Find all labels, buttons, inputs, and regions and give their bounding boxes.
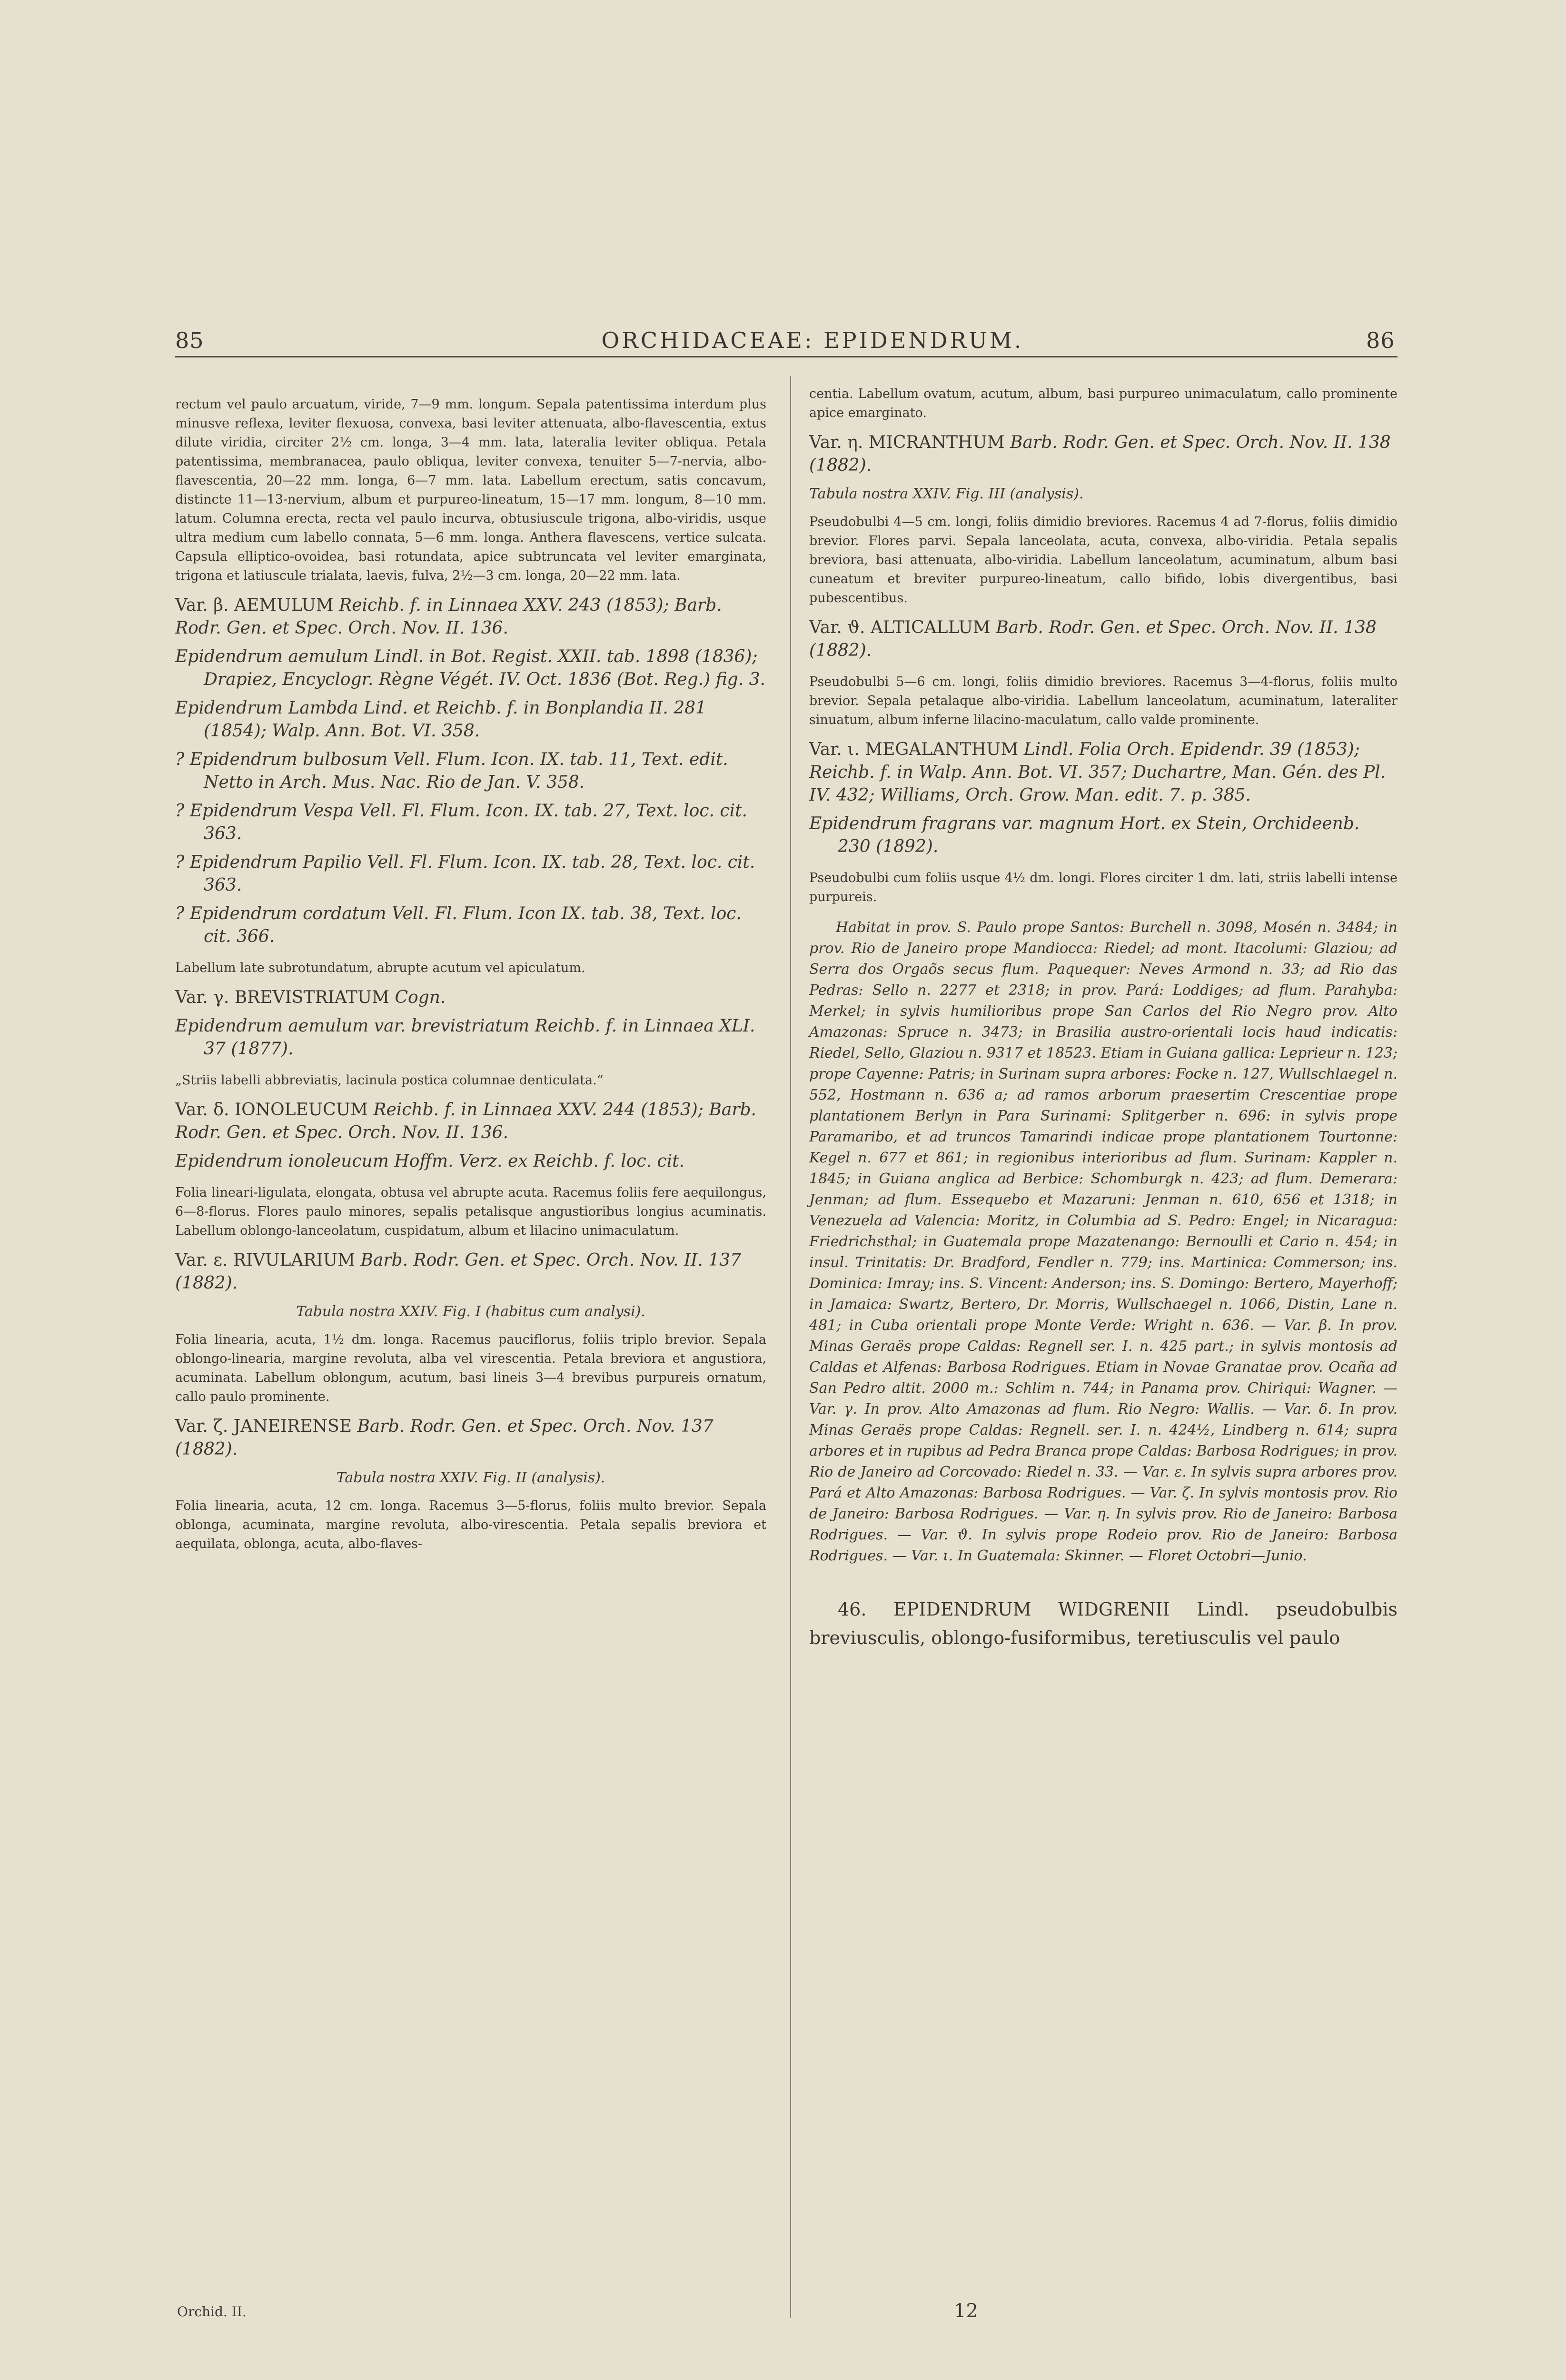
variety-citation: Barb. Rodr. Gen. et Spec. Orch. Nov. II. 138 (1882). <box>809 618 1377 660</box>
variety-citation: Barb. Rodr. Gen. et Spec. Orch. Nov. II. 138 (1882). <box>809 433 1391 475</box>
right-column <box>809 385 1398 1652</box>
description-paragraph: Pseudobulbi 5—6 cm. longi, foliis dimidio breviores. Racemus 3—4-florus, foliis multo brevior. Sepala petalaque albo-viridia. Labellum lanceolatum, acuminatum, lateraliter sinuatum, album inferne lilacino-maculatum, callo valde prominente. <box>809 674 1398 727</box>
variety-name: RIVULARIUM <box>233 1250 355 1270</box>
running-title: ORCHIDACEAE: EPIDENDRUM. <box>601 327 1024 353</box>
variety-name: BREVISTRIATUM <box>234 988 390 1007</box>
variety-citation: Lindl. Folia Orch. Epidendr. 39 (1853); Reichb. f. in Walp. Ann. Bot. VI. 357; Duchartre, Man. Gén. des Pl. IV. 432; Williams, Orch. Grow. Man. edit. 7. p. 385. <box>809 740 1386 805</box>
variety-citation: Reichb. f. in Linnaea XXV. 244 (1853); Barb. Rodr. Gen. et Spec. Orch. Nov. II. 136. <box>175 1100 756 1142</box>
sheet-signature: 12 <box>954 2300 978 2322</box>
variety-label: Var. ζ. <box>175 1417 228 1436</box>
synonym-reference: Epidendrum Lambda Lind. et Reichb. f. in Bonplandia II. 281 (1854); Walp. Ann. Bot. VI. 358. <box>175 698 706 741</box>
synonym-reference: ? Epidendrum Papilio Vell. Fl. Flum. Icon. IX. tab. 28, Text. loc. cit. 363. <box>175 853 755 895</box>
variety-heading <box>175 1249 766 1295</box>
variety-name: MEGALANTHUM <box>865 740 1019 759</box>
footer-signature-label: Orchid. II. <box>177 2304 247 2320</box>
variety-heading <box>809 431 1398 477</box>
variety-heading <box>809 738 1398 807</box>
variety-label: Var. ι. <box>809 740 860 759</box>
variety-heading <box>175 1415 766 1461</box>
left-column <box>175 385 766 1554</box>
variety-name: ALTICALLUM <box>870 618 991 637</box>
description-paragraph: rectum vel paulo arcuatum, viride, 7—9 mm. longum. Sepala patentissima interdum plus minusve reflexa, leviter flexuosa, convexa, basi leviter attenuata, albo-flavescentia, extus dilute viridia, circiter 2½ cm. longa, 3—4 mm. lata, lateralia leviter obliqua. Petala patentissima, membranacea, paulo obliqua, leviter convexa, tenuiter 5—7-nervia, albo-flavescentia, 20—22 mm. longa, 6—7 mm. lata. Labellum erectum, satis concavum, distincte 11—13-nervium, album et purpureo-lineatum, 15—17 mm. longum, 8—10 mm. latum. Columna erecta, recta vel paulo incurva, obtusiuscule trigona, albo-viridis, usque ultra medium cum labello connata, 5—6 mm. longa. Anthera flavescens, vertice sulcata. Capsula elliptico-ovoidea, basi rotundata, apice subtruncata vel leviter emarginata, trigona et latiuscule trialata, laevis, fulva, 2½—3 cm. longa, 20—22 mm. lata. <box>175 397 766 583</box>
description-paragraph: centia. Labellum ovatum, acutum, album, basi purpureo unimaculatum, callo prominente apice emarginato. <box>809 387 1398 420</box>
description-paragraph: Folia lineari-ligulata, elongata, obtusa vel abrupte acuta. Racemus foliis fere aequilongus, 6—8-florus. Flores paulo minores, sepalis petalisque angustioribus longius acuminatis. Labellum oblongo-lanceolatum, cuspidatum, album et lilacino unimaculatum. <box>175 1185 766 1238</box>
synonym-reference: ? Epidendrum Vespa Vell. Fl. Flum. Icon. IX. tab. 27, Text. loc. cit. 363. <box>175 801 747 843</box>
variety-heading <box>175 986 766 1009</box>
plate-reference: Tabula nostra XXIV. Fig. II (analysis). <box>336 1469 605 1486</box>
variety-heading <box>809 616 1398 662</box>
variety-label: Var. ϑ. <box>809 618 865 637</box>
synonym-reference: Epidendrum fragrans var. magnum Hort. ex Stein, Orchideenb. 230 (1892). <box>809 814 1360 856</box>
page-number-right: 86 <box>1366 327 1395 353</box>
description-paragraph: Pseudobulbi 4—5 cm. longi, foliis dimidio breviores. Racemus 4 ad 7-florus, foliis dimidio brevior. Flores parvi. Sepala lanceolata, acuta, convexa, albo-viridia. Petala sepalis breviora, basi attenuata, albo-viridia. Labellum lanceolatum, acuminatum, album basi cuneatum et breviter purpureo-lineatum, callo bifido, lobis divergentibus, basi pubescentibus. <box>809 515 1398 605</box>
variety-label: Var. η. <box>809 433 863 452</box>
synonym-reference: ? Epidendrum bulbosum Vell. Flum. Icon. IX. tab. 11, Text. edit. Netto in Arch. Mus. Nac. Rio de Jan. V. 358. <box>175 750 728 792</box>
synonym-reference: Epidendrum aemulum var. brevistriatum Reichb. f. in Linnaea XLI. 37 (1877). <box>175 1016 755 1059</box>
description-paragraph: Folia linearia, acuta, 12 cm. longa. Racemus 3—5-florus, foliis multo brevior. Sepala oblonga, acuminata, margine revoluta, albo-virescentia. Petala sepalis breviora et aequilata, oblonga, acuta, albo-flaves- <box>175 1498 766 1551</box>
variety-citation: Reichb. f. in Linnaea XXV. 243 (1853); Barb. Rodr. Gen. et Spec. Orch. Nov. II. 136. <box>175 595 722 638</box>
habitat-paragraph: Habitat in prov. S. Paulo prope Santos: Burchell n. 3098, Mosén n. 3484; in prov. Rio de Janeiro prope Mandiocca: Riedel; ad mont. Itacolumi: Glaziou; ad Serra dos Orgaõs secus flum. Paquequer: Neves Armond n. 33; ad Rio das Pedras: Sello n. 2277 et 2318; in prov. Pará: Loddiges; ad flum. Parahyba: Merkel; in sylvis humilioribus prope San Carlos del Rio Negro prov. Alto Amazonas: Spruce n. 3473; in Brasilia austro-orientali locis haud indicatis: Riedel, Sello, Glaziou n. 9317 et 18523. Etiam in Guiana gallica: Leprieur n. 123; prope Cayenne: Patris; in Surinam supra arbores: Focke n. 127, Wullschlaegel n. 552, Hostmann n. 636 a; ad ramos arborum praesertim Crescentiae prope plantationem Berlyn in Para Surinami: Splitgerber n. 696: in sylvis prope Paramaribo, et ad truncos Tamarindi indicae prope plantationem Tourtonne: Kegel n. 677 et 861; in regionibus interioribus ad flum. Surinam: Kappler n. 1845; in Guiana anglica ad Berbice: Schomburgk n. 423; ad flum. Demerara: Jenman; ad flum. Essequebo et Mazaruni: Jenman n. 610, 656 et 1318; in Venezuela ad Valencia: Moritz, in Columbia ad S. Pedro: Engel; in Nicaragua: Friedrichsthal; in Guatemala prope Mazatenango: Bernoulli et Cario n. 454; in insul. Trinitatis: Dr. Bradford, Fendler n. 779; ins. Martinica: Commerson; ins. Dominica: Imray; ins. S. Vincent: Anderson; ins. S. Domingo: Bertero, Mayerhoff; in Jamaica: Swartz, Bertero, Dr. Morris, Wullschaegel n. 1066, Distin, Lane n. 481; in Cuba orientali prope Monte Verde: Wright n. 636. — Var. β. In prov. Minas Geraës prope Caldas: Regnell ser. I. n. 425 part.; in sylvis montosis ad Caldas et Alfenas: Barbosa Rodrigues. Etiam in Novae Granatae prov. Ocaña ad San Pedro altit. 2000 m.: Schlim n. 744; in Panama prov. Chiriqui: Wagner. — Var. γ. In prov. Alto Amazonas ad flum. Rio Negro: Wallis. — Var. δ. In prov. Minas Geraës prope Caldas: Regnell. ser. I. n. 424½, Lindberg n. 614; supra arbores et in rupibus ad Pedra Branca prope Caldas: Barbosa Rodrigues; in prov. Rio de Janeiro ad Corcovado: Riedel n. 33. — Var. ε. In sylvis supra arbores prov. Pará et Alto Amazonas: Barbosa Rodrigues. — Var. ζ. In sylvis montosis prov. Rio de Janeiro: Barbosa Rodrigues. — Var. η. In sylvis prov. Rio de Janeiro: Barbosa Rodrigues. — Var. ϑ. In sylvis prope Rodeio prov. Rio de Janeiro: Barbosa Rodrigues. — Var. ι. In Guatemala: Skinner. — Floret Octobri—Junio. <box>809 919 1398 1564</box>
synonym-reference: Epidendrum aemulum Lindl. in Bot. Regist. XXII. tab. 1898 (1836); Drapiez, Encyclogr. Règne Végét. IV. Oct. 1836 (Bot. Reg.) fig. 3. <box>175 647 765 689</box>
plate-reference: Tabula nostra XXIV. Fig. III (analysis). <box>809 486 1084 502</box>
variety-name: MICRANTHUM <box>868 433 1005 452</box>
variety-label: Var. δ. <box>175 1100 229 1120</box>
variety-label: Var. γ. <box>175 988 229 1007</box>
page-number-left: 85 <box>175 327 204 353</box>
variety-name: AEMULUM <box>234 595 334 615</box>
column-divider <box>790 376 791 2318</box>
variety-citation: Barb. Rodr. Gen. et Spec. Orch. Nov. 137 (1882). <box>175 1417 714 1459</box>
synonym-reference: ? Epidendrum cordatum Vell. Fl. Flum. Icon IX. tab. 38, Text. loc. cit. 366. <box>175 904 742 946</box>
description-paragraph: „Striis labelli abbreviatis, lacinula postica columnae denticulata.“ <box>175 1073 604 1088</box>
variety-name: JANEIRENSE <box>233 1417 352 1436</box>
variety-label: Var. ε. <box>175 1250 228 1270</box>
variety-heading <box>175 594 766 640</box>
description-paragraph: Folia linearia, acuta, 1½ dm. longa. Racemus pauciflorus, foliis triplo brevior. Sepala oblongo-linearia, margine revoluta, alba vel virescentia. Petala breviora et angustiora, acuminata. Labellum oblongum, acutum, basi lineis 3—4 brevibus purpureis ornatum, callo paulo prominente. <box>175 1332 766 1404</box>
species-heading: 46. EPIDENDRUM WIDGRENII Lindl. pseudobulbis breviusculis, oblongo-fusiformibus, teretiusculis vel paulo <box>809 1599 1398 1648</box>
variety-heading <box>175 1099 766 1144</box>
description-paragraph: Labellum late subrotundatum, abrupte acutum vel apiculatum. <box>175 961 585 975</box>
description-paragraph: Pseudobulbi cum foliis usque 4½ dm. longi. Flores circiter 1 dm. lati, striis labelli intense purpureis. <box>809 871 1398 904</box>
plate-reference: Tabula nostra XXIV. Fig. I (habitus cum analysi). <box>296 1303 645 1320</box>
variety-citation: Cogn. <box>395 988 446 1007</box>
variety-label: Var. β. <box>175 595 229 615</box>
variety-name: IONOLEUCUM <box>234 1100 368 1120</box>
synonym-reference: Epidendrum ionoleucum Hoffm. Verz. ex Reichb. f. loc. cit. <box>175 1151 685 1171</box>
header-rule <box>175 356 1398 357</box>
variety-citation: Barb. Rodr. Gen. et Spec. Orch. Nov. II. 137 (1882). <box>175 1250 741 1293</box>
